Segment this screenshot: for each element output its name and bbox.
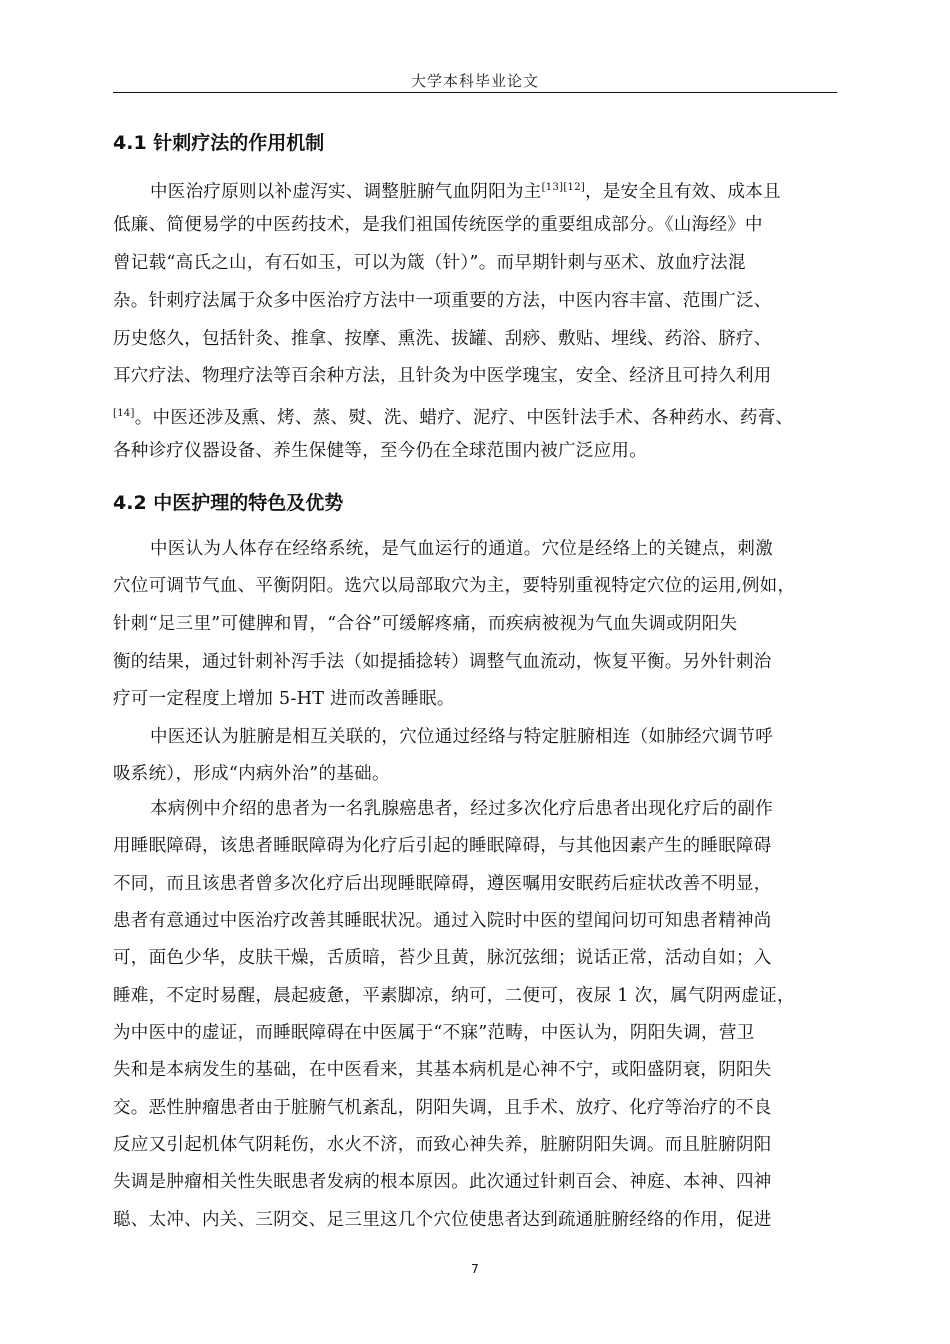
citation: [13][12] — [541, 182, 586, 193]
text-line: 耳穴疗法、物理疗法等百余种方法，且针灸为中医学瑰宝，安全、经济且可持久利用 — [113, 366, 772, 386]
text-line: 失调是肿瘤相关性失眠患者发病的根本原因。此次通过针刺百会、神庭、本神、四神 — [113, 1172, 772, 1192]
text-line: 可，面色少华，皮肤干燥，舌质暗，苔少且黄，脉沉弦细；说话正常，活动自如；入 — [113, 948, 772, 968]
section-heading-4-2: 4.2 中医护理的特色及优势 — [113, 492, 344, 514]
page-number: 7 — [471, 1262, 479, 1276]
text-line: 低廉、简便易学的中医药技术，是我们祖国传统医学的重要组成部分。《山海经》中 — [113, 215, 763, 235]
citation: [14] — [113, 408, 135, 419]
text-line: 失和是本病发生的基础，在中医看来，其基本病机是心神不宁，或阳盛阴衰，阴阳失 — [113, 1060, 772, 1080]
text-line: 杂。针刺疗法属于众多中医治疗方法中一项重要的方法，中医内容丰富、范围广泛、 — [113, 291, 772, 311]
section-heading-4-1: 4.1 针刺疗法的作用机制 — [113, 132, 325, 154]
text-line: 中医治疗原则以补虚泻实、调整脏腑气血阴阳为主[13][12]，是安全且有效、成本且 — [150, 182, 781, 202]
text-line: 为中医中的虚证，而睡眠障碍在中医属于“不寐”范畴，中医认为，阴阳失调，营卫 — [113, 1023, 755, 1043]
text-line: 睡难，不定时易醒，晨起疲惫，平素脚凉，纳可，二便可，夜尿 1 次，属气阴两虚证， — [113, 986, 795, 1006]
text-line: 曾记载“高氏之山，有石如玉，可以为箴（针）”。而早期针刺与巫术、放血疗法混 — [113, 253, 746, 273]
text-line: 针刺“足三里”可健脾和胃，“合谷”可缓解疼痛，而疾病被视为气血失调或阴阳失 — [113, 614, 738, 634]
text-line: 各种诊疗仪器设备、养生保健等，至今仍在全球范围内被广泛应用。 — [113, 441, 647, 461]
text-line: 聪、太冲、内关、三阴交、足三里这几个穴位使患者达到疏通脏腑经络的作用，促进 — [113, 1210, 772, 1230]
text-line: 疗可一定程度上增加 5-HT 进而改善睡眠。 — [113, 689, 455, 709]
text-line: 中医还认为脏腑是相互关联的，穴位通过经络与特定脏腑相连（如肺经穴调节呼 — [150, 727, 773, 747]
text-line: 交。恶性肿瘤患者由于脏腑气机紊乱，阴阳失调，且手术、放疗、化疗等治疗的不良 — [113, 1098, 772, 1118]
text-line: 中医认为人体存在经络系统，是气血运行的通道。穴位是经络上的关键点，刺激 — [150, 539, 773, 559]
text-line: 不同，而且该患者曾多次化疗后出现睡眠障碍，遵医嘱用安眠药后症状改善不明显， — [113, 874, 772, 894]
text-line: [14]。中医还涉及熏、烤、蒸、熨、洗、蜡疗、泥疗、中医针法手术、各种药水、药膏、 — [113, 408, 794, 428]
text-line: 穴位可调节气血、平衡阴阳。选穴以局部取穴为主，要特别重视特定穴位的运用,例如， — [113, 576, 796, 596]
text-line: 反应又引起机体气阴耗伤，水火不济，而致心神失养，脏腑阴阳失调。而且脏腑阴阳 — [113, 1135, 772, 1155]
text-line: 衡的结果，通过针刺补泻手法（如提插捻转）调整气血流动，恢复平衡。另外针刺治 — [113, 652, 772, 672]
text-line: 本病例中介绍的患者为一名乳腺癌患者，经过多次化疗后患者出现化疗后的副作 — [150, 799, 773, 819]
text-line: 历史悠久，包括针灸、推拿、按摩、熏洗、拔罐、刮痧、敷贴、埋线、药浴、脐疗、 — [113, 329, 772, 349]
text-line: 用睡眠障碍，该患者睡眠障碍为化疗后引起的睡眠障碍，与其他因素产生的睡眠障碍 — [113, 836, 772, 856]
text-line: 患者有意通过中医治疗改善其睡眠状况。通过入院时中医的望闻问切可知患者精神尚 — [113, 911, 772, 931]
header-title: 大学本科毕业论文 — [410, 72, 539, 90]
header-divider — [113, 92, 837, 93]
text-line: 吸系统），形成“内病外治”的基础。 — [113, 764, 390, 784]
